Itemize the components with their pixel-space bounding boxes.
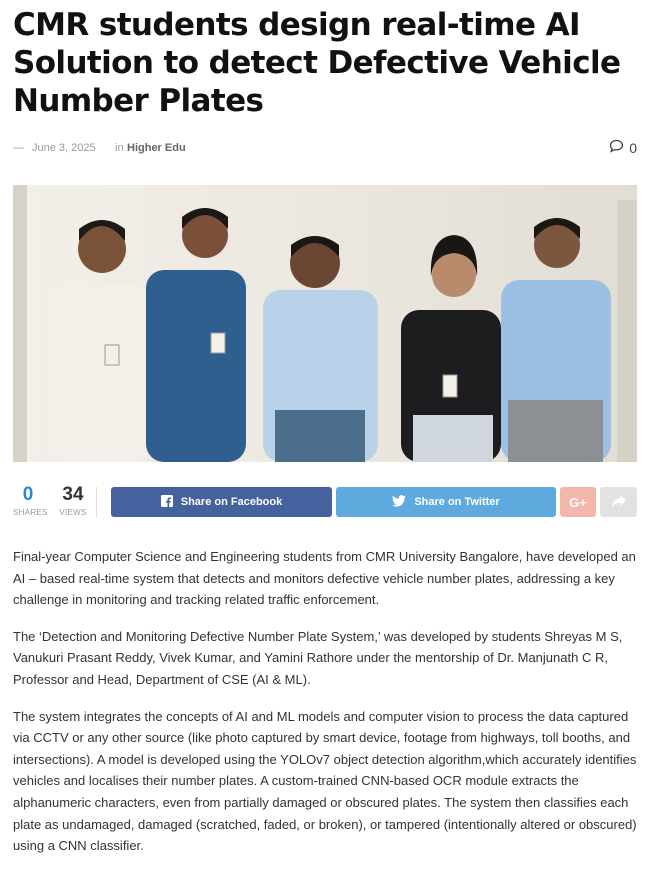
category-link[interactable]: Higher Edu bbox=[127, 142, 186, 154]
views-count: 34 bbox=[62, 484, 84, 505]
share-arrow-icon bbox=[611, 494, 627, 511]
article-body bbox=[13, 546, 641, 872]
share-divider bbox=[96, 487, 97, 517]
featured-photo bbox=[13, 185, 637, 462]
share-facebook-button[interactable] bbox=[111, 487, 332, 517]
share-twitter-button[interactable] bbox=[336, 487, 556, 517]
comment-count: 0 bbox=[629, 139, 637, 156]
facebook-icon bbox=[161, 495, 173, 510]
shares-label: SHARES bbox=[13, 508, 48, 517]
shares-count: 0 bbox=[22, 484, 34, 505]
share-googleplus-button[interactable] bbox=[560, 487, 596, 517]
article-paragraph: The system integrates the concepts of AI and ML models and computer vision to process the data captured via CCTV or any other source (like photo captured by smart device, footage from highways, toll booths, and intersections). A model is developed using the YOLOv7 object detection algorithm,which accurately identifies vehicles and localises their number plates. A custom-trained CNN-based OCR module extracts the alphanumeric characters, even from partially damaged or obscured plates. The system then classifies each plate as undamaged, damaged (scratched, faded, or broken), or tampered (intentionally altered or obscured) using a CNN classifier. bbox=[13, 708, 637, 854]
comment-bubble-icon bbox=[609, 139, 624, 156]
views-label: VIEWS bbox=[59, 508, 87, 517]
share-facebook-label: Share on Facebook bbox=[180, 496, 283, 508]
article-paragraph: Final-year Computer Science and Engineering students from CMR University Bangalore, have developed an AI – based real-time system that detects and monitors defective vehicle number plates, addressing a key challenge in monitoring and tracking related traffic enforcement. bbox=[13, 549, 636, 608]
share-twitter-label: Share on Twitter bbox=[414, 496, 500, 508]
googleplus-icon: G+ bbox=[569, 494, 587, 510]
category-prefix: in bbox=[115, 142, 124, 154]
article-paragraph: The ‘Detection and Monitoring Defective Number Plate System,’ was developed by students Shreyas M S, Vanukuri Prasant Reddy, Vivek Kumar, and Yamini Rathore under the mentorship of Dr. Manjunath C R, Professor and Head, Department of CSE (AI & ML). bbox=[13, 628, 623, 687]
meta-dash: — bbox=[13, 142, 24, 154]
article-title: CMR students design real-time AI Solution to detect Defective Vehicle Number Plates bbox=[13, 7, 621, 119]
twitter-icon bbox=[392, 495, 406, 510]
group-photo-icon bbox=[13, 185, 637, 462]
shares-counter bbox=[13, 484, 48, 517]
views-counter bbox=[57, 484, 89, 517]
share-more-button[interactable] bbox=[600, 487, 637, 517]
publish-date[interactable]: June 3, 2025 bbox=[32, 142, 96, 154]
comments-link[interactable] bbox=[609, 139, 637, 156]
article-meta bbox=[13, 139, 637, 156]
